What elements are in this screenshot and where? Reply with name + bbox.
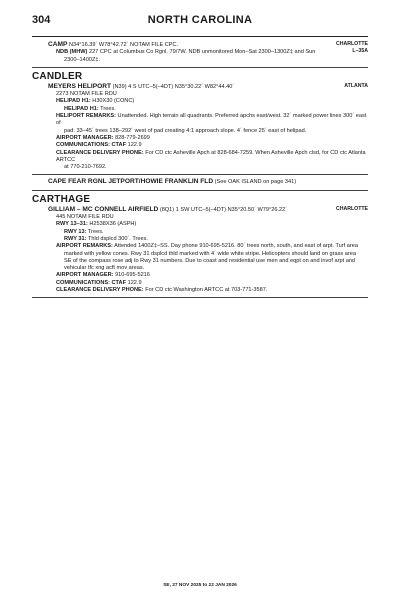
gilliam-entry [32, 206, 368, 295]
gilliam-cd-label: CLEARANCE DELIVERY PHONE: [56, 287, 144, 294]
section-rule [32, 190, 368, 191]
gilliam-cd-value: For CD ctc Washington ARTCC at 703-771-3587. [145, 287, 268, 294]
gilliam-name: GILLIAM – MC CONNELL AIRFIELD [48, 205, 159, 213]
helipad-h1-value: Trees. [100, 105, 116, 112]
section-rule [32, 297, 368, 298]
helipad-label: HELIPAD H1: [56, 98, 91, 105]
gilliam-comm-value: 122.9 [127, 279, 142, 286]
meyers-info: (N39) 4 S UTC–5(–4DT) N35°30.22´ W82°44.40´ [112, 83, 235, 90]
page-footer: SE, 27 NOV 2025 to 22 JAN 2026 [163, 583, 237, 588]
helipad-h1-label: HELIPAD H1: [64, 105, 99, 112]
helipad-value: H30X30 (CONC) [92, 98, 135, 105]
rwy31-label: RWY 31: [64, 235, 87, 242]
gilliam-comm-label: COMMUNICATIONS: CTAF [56, 279, 127, 286]
rwy-value: H2538X36 (ASPH) [89, 221, 137, 228]
heliport-remarks-label: HELIPORT REMARKS: [56, 113, 116, 120]
airport-remarks-label: AIRPORT REMARKS: [56, 243, 113, 250]
meyers-cd-label: CLEARANCE DELIVERY PHONE: [56, 149, 144, 156]
meyers-mgr-label: AIRPORT MANAGER: [56, 134, 114, 141]
rwy-label: RWY 13–31: [56, 221, 88, 228]
meyers-heliport-entry [32, 83, 368, 172]
camp-ndb-cont: 2300–1400Z‡. [64, 56, 101, 63]
airport-remarks-3: SE of the compass rose adj to Rwy 31 numbers. Due to coast and residential use men and eqpt on and invof arpt and [64, 257, 356, 264]
state-title: NORTH CAROLINA [147, 14, 253, 26]
camp-chart: L–35A [352, 48, 368, 55]
airport-remarks-2: marked with yellow cones. Rwy 31 dsplcd thld marked with 4´ wide white stripe. Helicopters should land on grass area [64, 250, 356, 257]
camp-name: CAMP [48, 41, 68, 48]
gilliam-notam: 445 NOTAM FILE RDU [56, 214, 114, 221]
camp-info: N34°16.39´ W78°42.72´ NOTAM FILE CPC. [68, 42, 179, 48]
capefear-entry [32, 178, 368, 186]
directory-page [32, 0, 368, 298]
city-candler: CANDLER [32, 70, 83, 82]
camp-region: CHARLOTTE L–35A [336, 41, 368, 55]
gilliam-info: (8Q1) 1 SW UTC–5(–4DT) N35°20.50´ W79°26.22´ [159, 206, 288, 213]
camp-entry [32, 41, 368, 64]
rwy13-label: RWY 13: [64, 228, 87, 235]
airport-remarks-1: Attended 1400Z‡–SS. Day phone 910-695-5216. 80´ trees north, south, and east of arpt. Turf area [114, 243, 358, 250]
airport-remarks-4: vehicular tfc xng acft mov areas. [64, 265, 145, 272]
meyers-region: ATLANTA [344, 82, 368, 89]
heliport-remarks-1: Unattended. High terrain all quadrants. Preferred apchs east/west. 32´ marked power lines 300´ east of [56, 113, 367, 127]
meyers-comm-value: 122.9 [127, 142, 142, 149]
header-rule [32, 36, 368, 37]
section-rule [32, 67, 368, 68]
city-carthage: CARTHAGE [32, 193, 91, 205]
camp-ndb-text: 227 CPC at Columbus Co Rgnl. 79/7W. NDB unmonitored Mon–Sat 2300–1300Z‡ and Sun [88, 49, 316, 56]
meyers-notam: 2273 NOTAM FILE RDU [56, 91, 117, 98]
meyers-mgr-value: 828-779-2699 [115, 134, 150, 141]
meyers-name: MEYERS HELIPORT [48, 82, 112, 90]
capefear-ref[interactable]: (See OAK ISLAND on page 341) [214, 179, 297, 186]
gilliam-region: CHARLOTTE [336, 205, 368, 212]
rwy13-value: Trees. [87, 228, 104, 235]
meyers-cd-2: at 770-210-7692. [64, 164, 107, 171]
section-rule [32, 174, 368, 175]
page-header [32, 0, 368, 36]
capefear-name: CAPE FEAR RGNL JETPORT/HOWIE FRANKLIN FLD [48, 178, 214, 186]
camp-ndb-label: NDB (MHW) [56, 49, 88, 56]
meyers-cd-1: For CD ctc Asheville Apch at 828-684-7259. When Asheville Apch clsd, for CD ctc Atlanta ARTCC [56, 149, 366, 163]
gilliam-mgr-value: 910-695-5216 [115, 272, 150, 279]
rwy31-value: Thld dsplcd 300´. Trees. [87, 235, 148, 242]
page-number: 304 [32, 14, 51, 26]
meyers-comm-label: COMMUNICATIONS: CTAF [56, 142, 127, 149]
heliport-remarks-2: pad. 33–45´ trees 138–292´ west of pad creating 4:1 approach slope. 4´ fence 25´ east of helipad. [64, 127, 307, 134]
gilliam-mgr-label: AIRPORT MANAGER: [56, 272, 114, 279]
